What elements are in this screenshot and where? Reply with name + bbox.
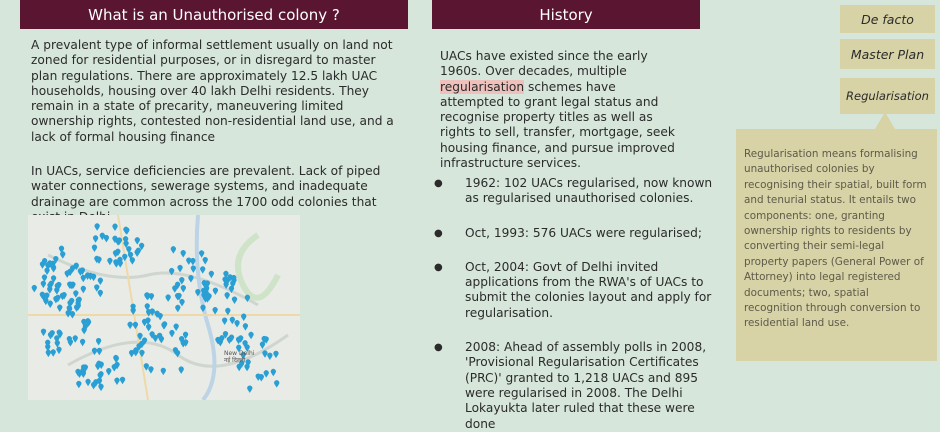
bullet-icon: ● — [434, 178, 443, 189]
bullet-icon: ● — [434, 227, 443, 239]
timeline-item-text: 1962: 102 UACs regularised, now known as regularised unauthorised colonies. — [465, 176, 713, 206]
timeline-item-text: 2008: Ahead of assembly polls in 2008, 'Provisional Regularisation Certificates (PRC)' granted to 1,218 UACs and 895 were regularised in 2008. The Delhi Lokayukta later ruled that these were done — [465, 340, 707, 431]
history-intro-text-rest: schemes have attempted to grant legal status and recognise property titles as well as rights to sell, transfer, mortgage, seek housing finance, and pursue improved infrastructure services. — [440, 79, 675, 171]
timeline-item-text: Oct, 1993: 576 UACs were regularised; — [465, 225, 702, 240]
bullet-icon: ● — [434, 342, 443, 354]
regularisation-highlight: regularisation — [440, 79, 525, 94]
definition-paragraph: A prevalent type of informal settlement usually on land not zoned for residential purposes, or in disregard to master plan regulations. There are approximately 12.5 lakh UAC households, housing over 40 lakh Delhi residents. They remain in a state of precarity, maneuvering limited ownership rights, contested non-residential land use, and a lack of formal housing finance — [31, 38, 394, 144]
service-deficiency-paragraph: In UACs, service deficiencies are prevalent. Lack of piped water connections, sewerage systems, and inadequate drainage are common across the 1700 odd colonies that — [31, 164, 381, 209]
history-header — [432, 0, 700, 29]
bullet-icon: ● — [434, 261, 443, 273]
history-intro — [440, 49, 680, 171]
new-delhi-label-hindi: नई दिल्ली — [224, 357, 246, 364]
regularisation-tag[interactable]: Regularisation — [840, 78, 935, 114]
unauthorised-colony-header — [20, 0, 408, 29]
timeline-item — [431, 260, 721, 321]
history-timeline — [431, 176, 721, 432]
timeline-item — [431, 176, 721, 207]
history-intro-text: UACs have existed since the early 1960s. Over decades, multiple — [440, 49, 648, 79]
master-plan-tag[interactable]: Master Plan — [840, 39, 935, 69]
timeline-item — [431, 340, 721, 432]
regularisation-definition: Regularisation means formalising unauthorised colonies by recognising their spatial, built form and tenurial status. It entails two components: one, granting ownership rights to residents by converting their semi-legal property papers (General Power of Attorney) into legal registered documents; two, spatial recognition through conversion to residential land use. — [736, 129, 937, 361]
timeline-item — [431, 226, 721, 241]
timeline-item-text: Oct, 2004: Govt of Delhi invited applications from the RWA's of UACs to submit the colonies layout and apply for regularisation. — [465, 259, 712, 320]
colonies-map-canvas — [28, 215, 300, 400]
history-heading: History — [539, 5, 593, 24]
new-delhi-label: New Delhi — [224, 350, 255, 357]
callout-pointer — [875, 112, 895, 129]
de-facto-tag[interactable]: De facto — [840, 5, 935, 33]
unauthorised-colony-heading: What is an Unauthorised colony ? — [88, 5, 340, 24]
colonies-map[interactable] — [28, 215, 300, 400]
